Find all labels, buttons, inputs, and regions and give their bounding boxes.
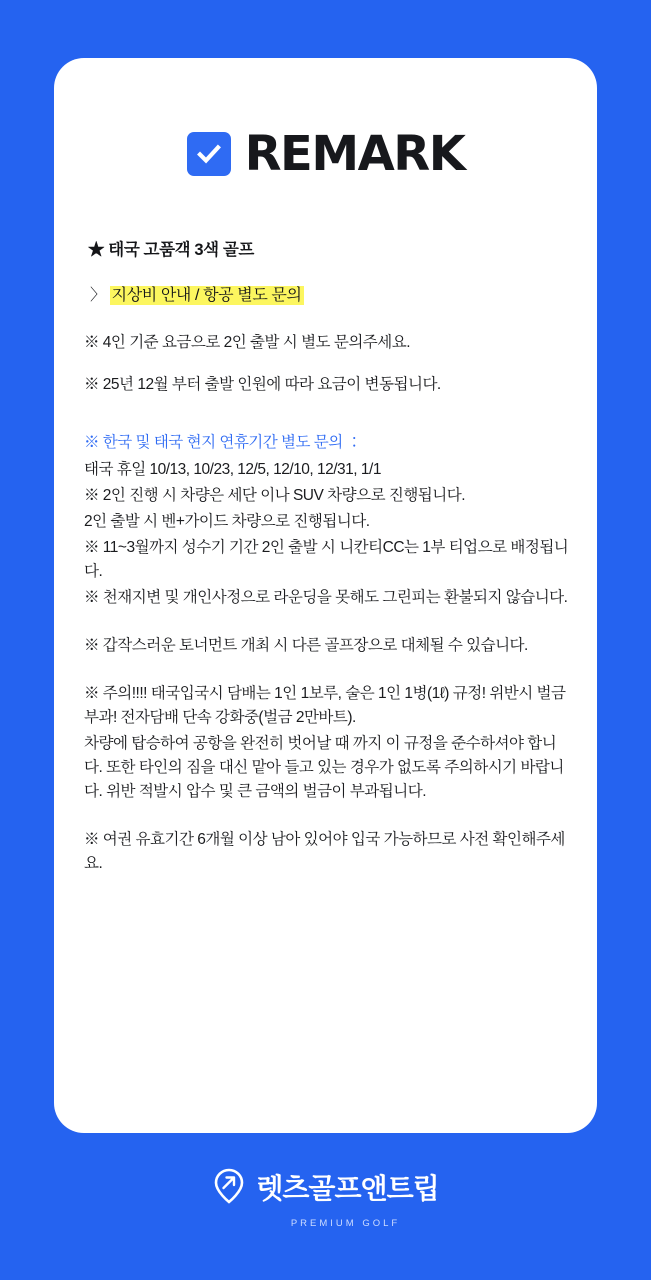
notice-para-1: ※ 4인 기준 요금으로 2인 출발 시 별도 문의주세요. [84,334,411,351]
spacer [82,660,569,682]
notice-car-line-1: ※ 2인 진행 시 차량은 세단 이나 SUV 차량으로 진행됩니다. [84,487,466,505]
notice-passport-line: ※ 여권 유효기간 6개월 이상 남아 있어야 입국 가능하므로 사전 확인해주세요. [84,831,565,873]
content-card [54,58,597,1133]
notice-season-line: ※ 11~3월까지 성수기 기간 2인 출발 시 니칸티CC는 1부 티업으로 배정됩니다. [84,539,569,581]
subtitle-arrow: 〉 [90,287,106,304]
notice-blue-note: ※ 한국 및 태국 현지 연휴기간 별도 문의 ： [84,434,362,452]
footer-brand-name: 렛츠골프앤트립 [256,1172,439,1204]
check-square-icon [187,132,231,176]
spacer [82,415,569,431]
notice-customs-line-1: ※ 주의!!!! 태국입국시 담배는 1인 1보루, 술은 1인 1병(1ℓ) 규정! 위반시 벌금부과! 전자담배 단속 강화중(벌금 2만바트). [84,685,566,727]
notice-tournament-line: ※ 갑작스러운 토너먼트 개최 시 다른 골프장으로 대체될 수 있습니다. [84,637,528,655]
remark-header [82,126,569,182]
notice-title: ★ 태국 고품객 3색 골프 [88,241,254,259]
notice-refund-line: ※ 천재지변 및 개인사정으로 라운딩을 못해도 그린피는 환불되지 않습니다. [84,589,568,607]
footer-tagline: PREMIUM GOLF [290,1218,401,1229]
notice-car-line-2: 2인 출발 시 벤+가이드 차량으로 진행됩니다. [84,513,370,531]
spacer [82,612,569,634]
notice-customs-line-2: 차량에 탑승하여 공항을 완전히 벗어날 때 까지 이 규정을 준수하셔야 합니다. 또한 타인의 짐을 대신 맡아 들고 있는 경우가 없도록 주의하시기 바랍니다. 위반 적발시 압수 및 큰 금액의 벌금이 부과됩니다. [84,735,564,801]
brand-title: REMARK [244,126,465,182]
footer-logo-row [212,1168,438,1209]
golf-pin-marker-icon [212,1168,246,1209]
subtitle-highlight: 지상비 안내 / 항공 별도 문의 [111,287,302,304]
spacer [82,806,569,828]
footer [0,1168,651,1229]
notice-subtitle [90,282,569,305]
notice-holiday-line: 태국 휴일 10/13, 10/23, 12/5, 12/10, 12/31, 1/1 [84,461,381,479]
notice-para-2: ※ 25년 12월 부터 출발 인원에 따라 요금이 변동됩니다. [84,376,441,394]
notice-body [82,236,569,876]
